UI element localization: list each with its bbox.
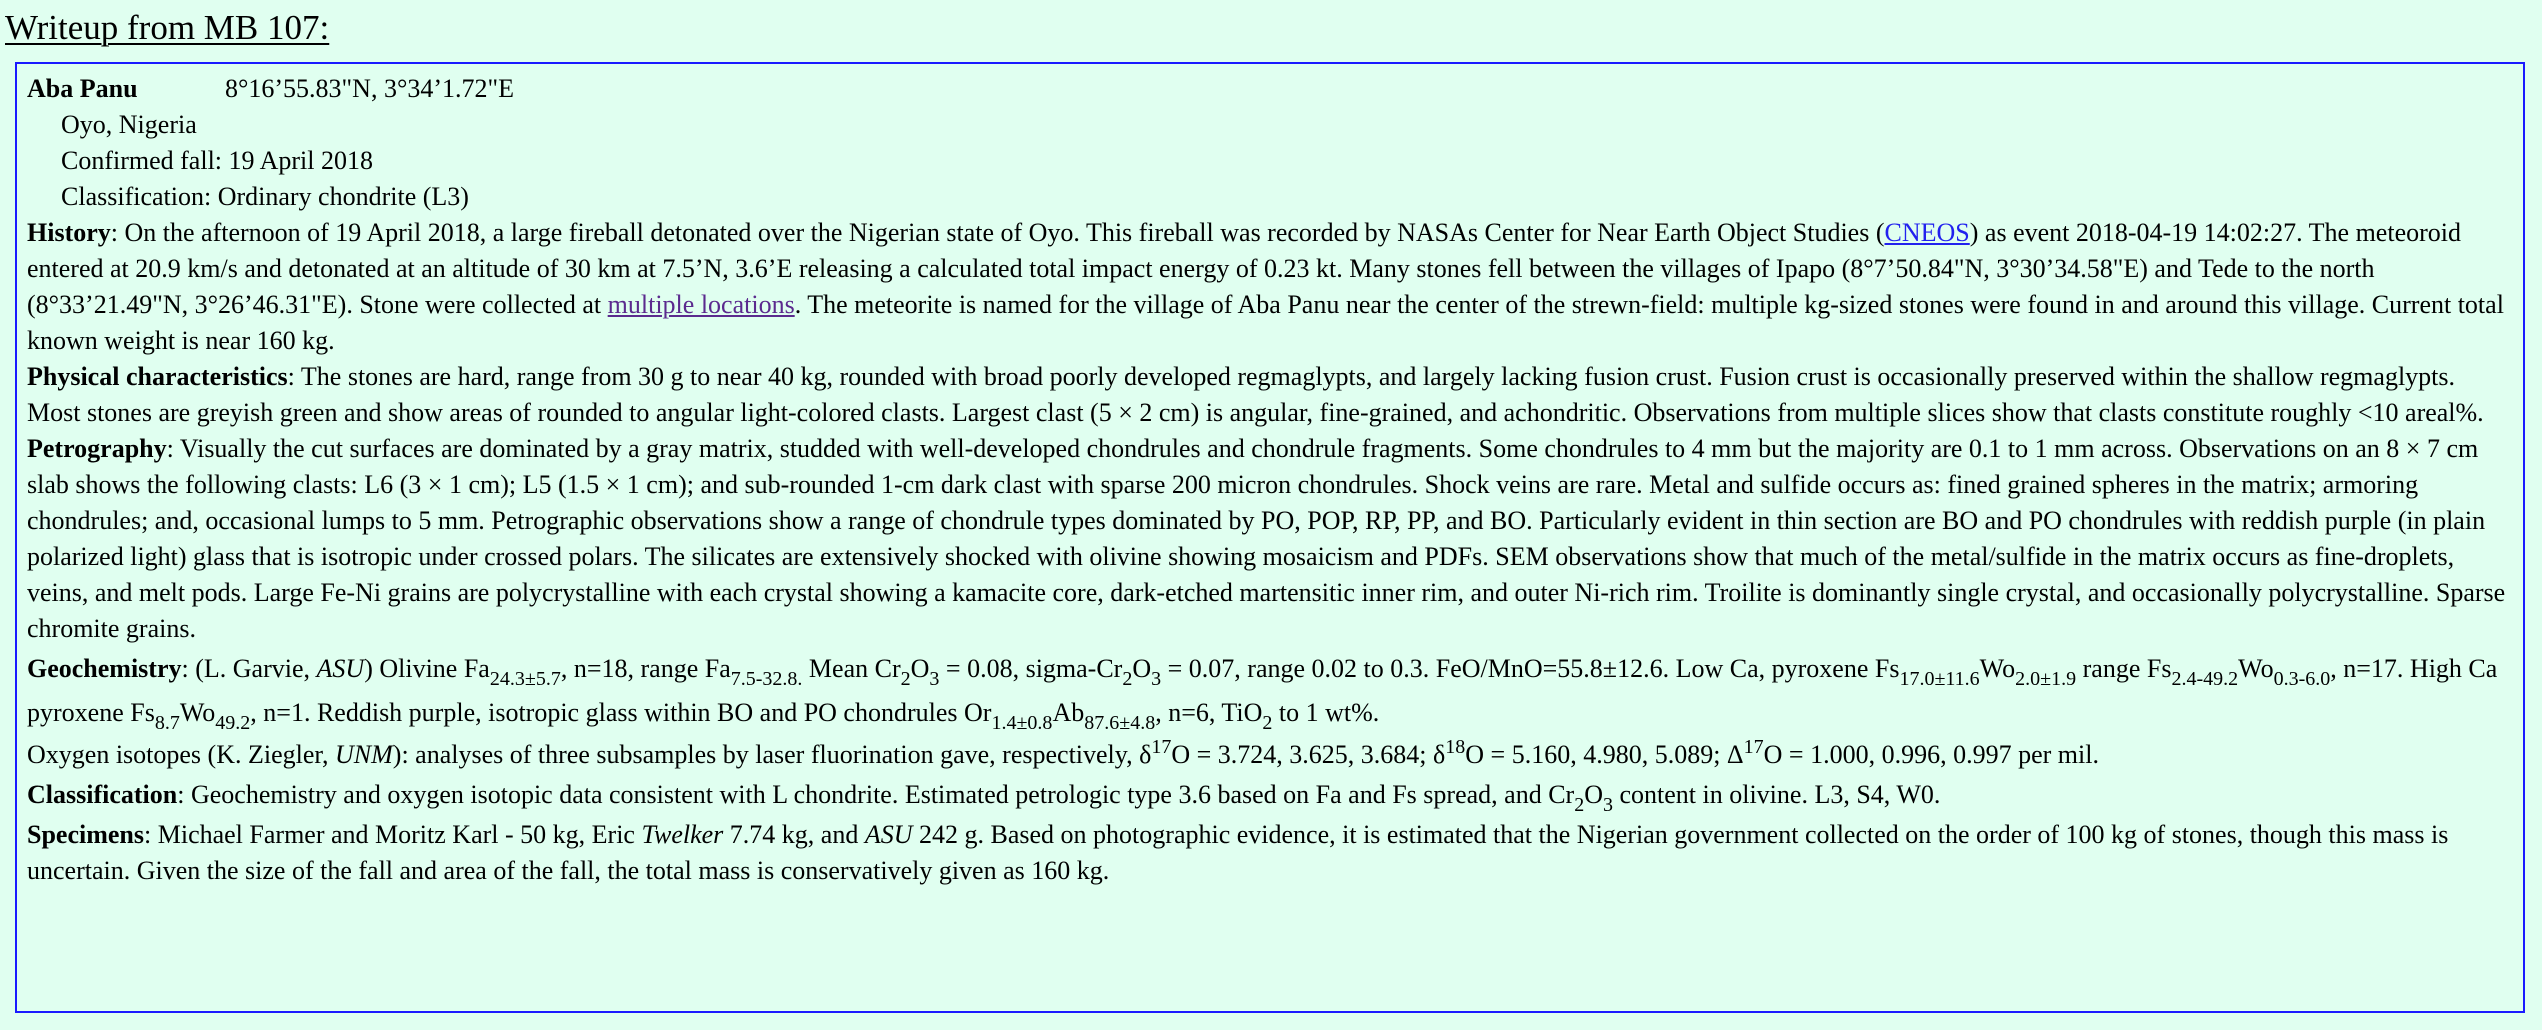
geochemistry-paragraph — [27, 647, 2513, 735]
physical-label: Physical characteristics — [27, 362, 288, 391]
history-label: History — [27, 218, 111, 247]
geochem-text: Ab — [1052, 698, 1085, 727]
geochem-subscript: 2 — [900, 668, 911, 690]
multiple-locations-link[interactable]: multiple locations — [607, 290, 795, 319]
classification-label: Classification — [27, 780, 178, 809]
meteorite-location: Oyo, Nigeria — [61, 110, 197, 139]
geochem-subscript: 2 — [1122, 668, 1133, 690]
geochem-text: = 0.08, sigma-Cr — [939, 654, 1123, 683]
specimens-label: Specimens — [27, 820, 144, 849]
oxygen-unm: UNM — [335, 740, 393, 769]
geochem-subscript: 49.2 — [215, 712, 251, 734]
geochem-text: Wo — [2238, 654, 2274, 683]
classification-text: content in olivine. L3, S4, W0. — [1612, 780, 1941, 809]
specimens-text: 242 g. Based on photographic evidence, it is estimated that the Nigerian government collected on the order of 100 kg of stones, though this mass is uncertain. Given the size of the fall and area of the fall, the total mass is conservatively given as 160 kg. — [27, 820, 2449, 885]
classification-paragraph — [27, 773, 2513, 817]
specimens-text: 7.74 kg, and — [723, 820, 865, 849]
classification-subscript: 3 — [1602, 794, 1613, 816]
writeup-box — [15, 62, 2525, 1013]
specimens-asu: ASU — [864, 820, 913, 849]
specimens-twelker: Twelker — [641, 820, 724, 849]
history-text-1: : On the afternoon of 19 April 2018, a large fireball detonated over the Nigerian state of Oyo. This fireball was recorded by NASAs Center for Near Earth Object Studies ( — [110, 218, 1885, 247]
geochem-text: = 0.07, range 0.02 to 0.3. FeO/MnO=55.8±12.6. Low Ca, pyroxene Fs — [1161, 654, 1900, 683]
geochem-subscript: 2.4-49.2 — [2171, 668, 2239, 690]
geochem-subscript: 3 — [1151, 668, 1162, 690]
geochem-text: Wo — [179, 698, 216, 727]
meteorite-name: Aba Panu — [27, 74, 138, 103]
meteorite-classification: Classification: Ordinary chondrite (L3) — [61, 182, 469, 211]
meteorite-fall: Confirmed fall: 19 April 2018 — [61, 146, 373, 175]
geochem-subscript: 17.0±11.6 — [1899, 668, 1980, 690]
classification-text: : Geochemistry and oxygen isotopic data consistent with L chondrite. Estimated petrologic type 3.6 based on Fa and Fs spread, and Cr — [177, 780, 1575, 809]
oxygen-superscript: 17 — [1151, 736, 1172, 758]
oxygen-text: O = 5.160, 4.980, 5.089; Δ — [1465, 740, 1744, 769]
geochem-text: , n=1. Reddish purple, isotropic glass within BO and PO chondrules Or — [250, 698, 992, 727]
geochem-text: to 1 wt%. — [1272, 698, 1380, 727]
geochem-subscript: 8.7 — [154, 712, 180, 734]
physical-paragraph — [27, 359, 2513, 431]
geochem-subscript: 1.4±0.8 — [991, 712, 1053, 734]
petrography-paragraph — [27, 431, 2513, 647]
geochem-text: range Fs — [2076, 654, 2172, 683]
geochem-text: O — [1132, 654, 1152, 683]
geochemistry-label: Geochemistry — [27, 654, 182, 683]
history-text-2: ) as event 2018-04-19 14:02:27. The meteoroid entered at 20.9 km/s and detonated at an altitude of 30 km at 7.5’N, 3.6’E releasing a calculated total impact energy of 0.23 kt. Many stones fell between the villages of Ipapo (8°7’50.84"N, 3°30’34.58"E) and Tede to the north (8°33’21.49"N, 3°26’46.31"E). Stone were collected at — [27, 218, 2461, 319]
oxygen-text: O = 1.000, 0.996, 0.997 per mil. — [1763, 740, 2099, 769]
geochem-subscript: 3 — [929, 668, 940, 690]
geochem-subscript: 87.6±4.8 — [1084, 712, 1156, 734]
specimens-text: : Michael Farmer and Moritz Karl - 50 kg, Eric — [144, 820, 642, 849]
classification-subscript: 2 — [1574, 794, 1585, 816]
geochem-text: : (L. Garvie, — [181, 654, 317, 683]
geochem-subscript: 7.5-32.8. — [730, 668, 803, 690]
meteorite-header — [27, 71, 2513, 107]
meteorite-coordinates: 8°16’55.83"N, 3°34’1.72"E — [225, 74, 514, 103]
geochem-text: ) Olivine Fa — [364, 654, 490, 683]
geochem-subscript: 0.3-6.0 — [2273, 668, 2331, 690]
petrography-label: Petrography — [27, 434, 167, 463]
specimens-paragraph — [27, 817, 2513, 889]
oxygen-superscript: 17 — [1743, 736, 1764, 758]
geochem-subscript: 2.0±1.9 — [2015, 668, 2077, 690]
page-heading: Writeup from MB 107: — [5, 8, 330, 47]
history-paragraph — [27, 215, 2513, 359]
oxygen-text: O = 3.724, 3.625, 3.684; δ — [1171, 740, 1446, 769]
geochem-text: , n=6, TiO — [1155, 698, 1263, 727]
oxygen-superscript: 18 — [1445, 736, 1466, 758]
geochem-asu: ASU — [316, 654, 365, 683]
geochem-text: Wo — [1979, 654, 2016, 683]
geochem-text: , n=18, range Fa — [560, 654, 731, 683]
oxygen-text: ): analyses of three subsamples by laser fluorination gave, respectively, δ — [392, 740, 1152, 769]
geochem-text: , n=17. High Ca pyroxene Fs — [27, 654, 2498, 727]
oxygen-text: Oxygen isotopes (K. Ziegler, — [27, 740, 336, 769]
oxygen-isotopes-paragraph — [27, 737, 2513, 773]
geochem-subscript: 2 — [1262, 712, 1273, 734]
cneos-link[interactable]: CNEOS — [1884, 218, 1970, 247]
geochem-text: O — [910, 654, 930, 683]
geochem-text: Mean Cr — [802, 654, 901, 683]
geochem-subscript: 24.3±5.7 — [489, 668, 561, 690]
physical-text: : The stones are hard, range from 30 g to near 40 kg, rounded with broad poorly developed regmaglypts, and largely lacking fusion crust. Fusion crust is occasionally preserved within the shallow regmaglypts. Most stones are greyish green and show areas of rounded to angular light-colored clasts. Largest clast (5 × 2 cm) is angular, fine-grained, and achondritic. Observations from multiple slices show that clasts constitute roughly <10 areal%. — [27, 362, 2484, 427]
petrography-text: : Visually the cut surfaces are dominated by a gray matrix, studded with well-developed chondrules and chondrule fragments. Some chondrules to 4 mm but the majority are 0.1 to 1 mm across. Observations on an 8 × 7 cm slab shows the following clasts: L6 (3 × 1 cm); L5 (1.5 × 1 cm); and sub-rounded 1-cm dark clast with sparse 200 micron chondrules. Shock veins are rare. Metal and sulfide occurs as: fined grained spheres in the matrix; armoring chondrules; and, occasional lumps to 5 mm. Petrographic observations show a range of chondrule types dominated by PO, POP, RP, PP, and BO. Particularly evident in thin section are BO and PO chondrules with reddish purple (in plain polarized light) glass that is isotropic under crossed polars. The silicates are extensively shocked with olivine showing mosaicism and PDFs. SEM observations show that much of the metal/sulfide in the matrix occurs as fine-droplets, veins, and melt pods. Large Fe-Ni grains are polycrystalline with each crystal showing a kamacite core, dark-etched martensitic inner rim, and outer Ni-rich rim. Troilite is dominantly single crystal, and occasionally polycrystalline. Sparse chromite grains. — [27, 434, 2506, 643]
classification-text: O — [1584, 780, 1603, 809]
history-text-3: . The meteorite is named for the village of Aba Panu near the center of the strewn-field: multiple kg-sized stones were found in and around this village. Current total known weight is near 160 kg. — [27, 290, 2504, 355]
